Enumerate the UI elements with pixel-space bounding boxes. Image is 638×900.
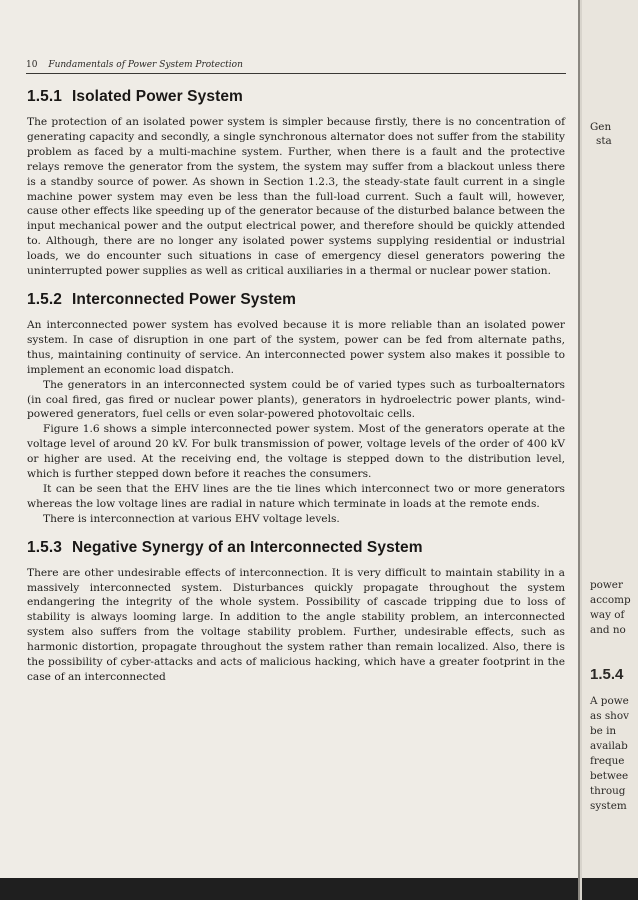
facing-text-line: Gen bbox=[590, 121, 612, 133]
section-heading bbox=[27, 88, 565, 106]
facing-text-line: way of bbox=[590, 609, 625, 621]
section-heading bbox=[27, 539, 565, 557]
scan-bottom-edge bbox=[582, 878, 638, 900]
facing-text-line: freque bbox=[590, 755, 625, 767]
section-title: Isolated Power System bbox=[71, 88, 243, 105]
running-header bbox=[26, 60, 566, 74]
paragraph: It can be seen that the EHV lines are the tie lines which interconnect two or more generators whereas the low voltage lines are radial in nature which terminate in loads at the remote ends. bbox=[27, 482, 565, 510]
paragraph: Figure 1.6 shows a simple interconnected power system. Most of the generators operate at the voltage level of around 20 kV. For bulk transmission of power, voltage levels of the order of 400 kV or higher are used. At the receiving end, the voltage is stepped down to the distribution level, which is further stepped down before it reaches the consumers. bbox=[27, 423, 565, 481]
section-heading bbox=[27, 291, 565, 309]
paragraph: There are other undesirable effects of interconnection. It is very difficult to maintain stability in a massively interconnected system. Disturbances quickly propagate throughout the system endangering the integrity of the whole system. Possibility of cascade tripping due to loss of stability is always looming large. In addition to the angle stability problem, an interconnected system also suffers from the voltage stability problem. Further, undesirable effects, such as harmonic distortion, propagate throughout the system rather than remain localized. Also, there is the possibility of cyber-attacks and acts of malicious hacking, which have a greater footprint in the case of an interconnected bbox=[27, 566, 565, 683]
paragraph: The protection of an isolated power system is simpler because firstly, there is no concentration of generating capacity and secondly, a single synchronous alternator does not suffer from the stability problem as faced by a multi-machine system. Further, when there is a fault and the protective relays remove the generator from the system, the system may suffer from a blackout unless there is a standby source of power. As shown in Section 1.2.3, the steady-state fault current in a single machine power system may even be less than the full-load current. Such a fault will, however, cause other effects like speeding up of the generator because of the disturbed balance between the input mechanical power and the output electrical power, and therefore should be quickly attended to. Although, there are no longer any isolated power systems supplying residential or industrial loads, we do encounter such situations in case of emergency diesel generators powering the uninterrupted power supplies as well as critical auxiliaries in a thermal or nuclear power station. bbox=[27, 116, 565, 278]
facing-text-line: system bbox=[590, 800, 627, 812]
section-number: 1.5.3 bbox=[27, 538, 62, 556]
facing-text-line: and no bbox=[590, 624, 626, 636]
paragraph: The generators in an interconnected system could be of varied types such as turboalternators (in coal fired, gas fired or nuclear power plants), generators in hydroelectric power plants, wind-powered generators, fuel cells or even solar-powered photovoltaic cells. bbox=[27, 378, 565, 421]
facing-text-line: betwee bbox=[590, 770, 629, 782]
facing-section-number: 1.5.4 bbox=[590, 666, 624, 683]
facing-text-line: A powe bbox=[590, 695, 629, 707]
facing-text-line: throug bbox=[590, 785, 626, 797]
facing-text-line: sta bbox=[596, 135, 612, 147]
facing-page-edge bbox=[582, 0, 638, 900]
facing-text-line: availab bbox=[590, 740, 628, 752]
facing-text-line: be in bbox=[590, 725, 617, 737]
running-title: Fundamentals of Power System Protection bbox=[48, 60, 243, 70]
facing-text-line: accomp bbox=[590, 594, 631, 606]
page-number: 10 bbox=[26, 60, 38, 70]
section-title: Interconnected Power System bbox=[71, 290, 297, 308]
facing-text-line: as shov bbox=[590, 710, 629, 722]
paragraph: There is interconnection at various EHV voltage levels. bbox=[43, 512, 340, 525]
page-content bbox=[27, 88, 565, 685]
facing-text-line: power bbox=[590, 579, 623, 591]
section-number: 1.5.2 bbox=[27, 290, 62, 308]
section-title: Negative Synergy of an Interconnected System bbox=[71, 538, 423, 556]
section-number: 1.5.1 bbox=[27, 88, 62, 105]
paragraph: An interconnected power system has evolved because it is more reliable than an isolated power system. In case of disruption in one part of the system, power can be fed from alternate paths, thus, maintaining continuity of service. An interconnected power system also makes it possible to implement an economic load dispatch. bbox=[27, 318, 565, 376]
